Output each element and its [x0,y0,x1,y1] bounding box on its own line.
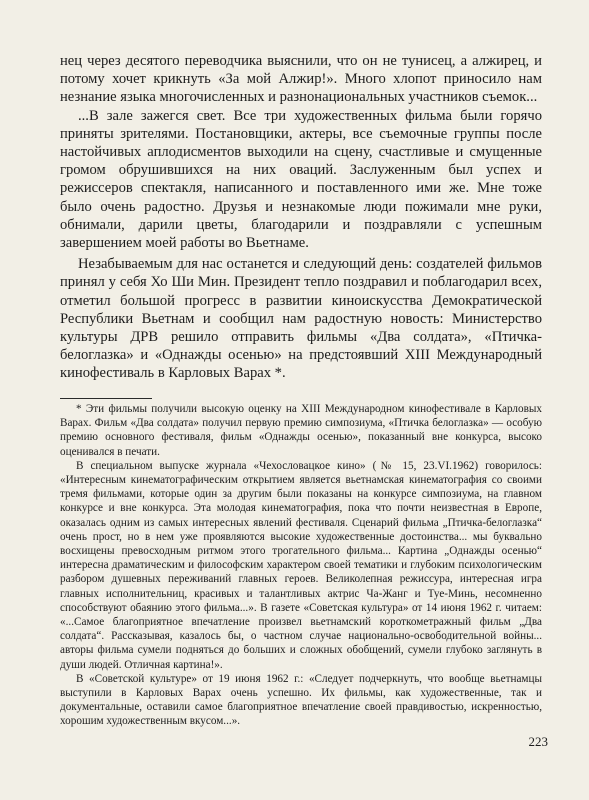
main-text [60,52,542,383]
footnotes [60,402,542,729]
footnote: В специальном выпуске журнала «Чехословацкое кино» (№ 15, 23.VI.1962) говорилось: «Интересным кинематографическим открытием является вьетнамская кинематография со своими тремя фильмами, которые один за другим были показаны на конкурсе симпозиума, на главном конкурсе и вне конкурса. Эта молодая кинематография, пока что почти неизвестная в Европе, оказалась одним из самых интересных явлений фестиваля. Сценарий фильма „Птичка-белоглазка“ очень прост, но в нем уже проявляются высокие художественные достоинства... мы буквально восхищены превосходным ритмом этого трогательного фильма... Картина „Однажды осенью“ интересна драматическим и философским характером своей тематики и глубоким психологическим разбором душевных переживаний главных героев. Великолепная режиссура, интересная игра главных исполнительниц, красивых и талантливых актрис Ча-Жанг и Туе-Минь, несомненно способствуют обаянию этого фильма...». В газете «Советская культура» от 14 июня 1962 г. читаем: «...Самое благоприятное впечатление произвел вьетнамский короткометражный фильм „Два солдата“. Рассказывая, казалось бы, о частном случае национально-освободительной войны... авторы фильма сумели подняться до больших и сложных обобщений, сумели глубоко заглянуть в души людей. Отличная картина!». [60,459,542,671]
footnote: В «Советской культуре» от 19 июня 1962 г.: «Следует подчеркнуть, что вообще вьетнамцы выступили в Карловых Варах очень успешно. Их фильмы, как художественные, так и документальные, оставили самое благоприятное впечатление своей правдивостью, искренностью, хорошим художественным вкусом...». [60,672,542,728]
page-number: 223 [528,734,548,749]
footnote: * Эти фильмы получили высокую оценку на XIII Международном кинофестивале в Карловых Варах. Фильм «Два солдата» получил первую премию симпозиума, «Птичка белоглазка» — особую премию основного фестиваля, фильм «Однажды осенью», показанный вне конкурса, высоко оценивался в печати. [60,403,542,458]
footnote-divider [60,398,152,399]
paragraph: ...В зале зажегся свет. Все три художественных фильма были горячо приняты зрителями. Постановщики, актеры, все съемочные группы после настойчивых аплодисментов выходили на сцену, счастливые и смущенные громом обрушившихся на них оваций. Заслуженным был успех и режиссеров спектакля, написанного и поставленного ими же. Мне тоже было очень радостно. Друзья и незнакомые люди пожимали мне руки, обнимали, дарили цветы, благодарили и поздравляли с успешным завершением моей работы во Вьетнаме. [60,107,542,252]
paragraph: Незабываемым для нас останется и следующий день: создателей фильмов принял у себя Хо Ши Мин. Президент тепло поздравил и поблагодарил всех, отметил большой прогресс в развитии киноискусства Демократической Республики Вьетнам и сообщил нам радостную новость: Министерство культуры ДРВ решило отправить фильмы «Два солдата», «Птичка-белоглазка» и «Однажды осенью» на предстоявший XIII Международный кинофестиваль в Карловых Варах *. [60,256,542,382]
paragraph: нец через десятого переводчика выяснили, что он не тунисец, а алжирец, и потому хочет крикнуть «За мой Алжир!». Много хлопот приносило нам незнание языка многочисленных и разнонациональных участников съемок... [60,53,542,106]
